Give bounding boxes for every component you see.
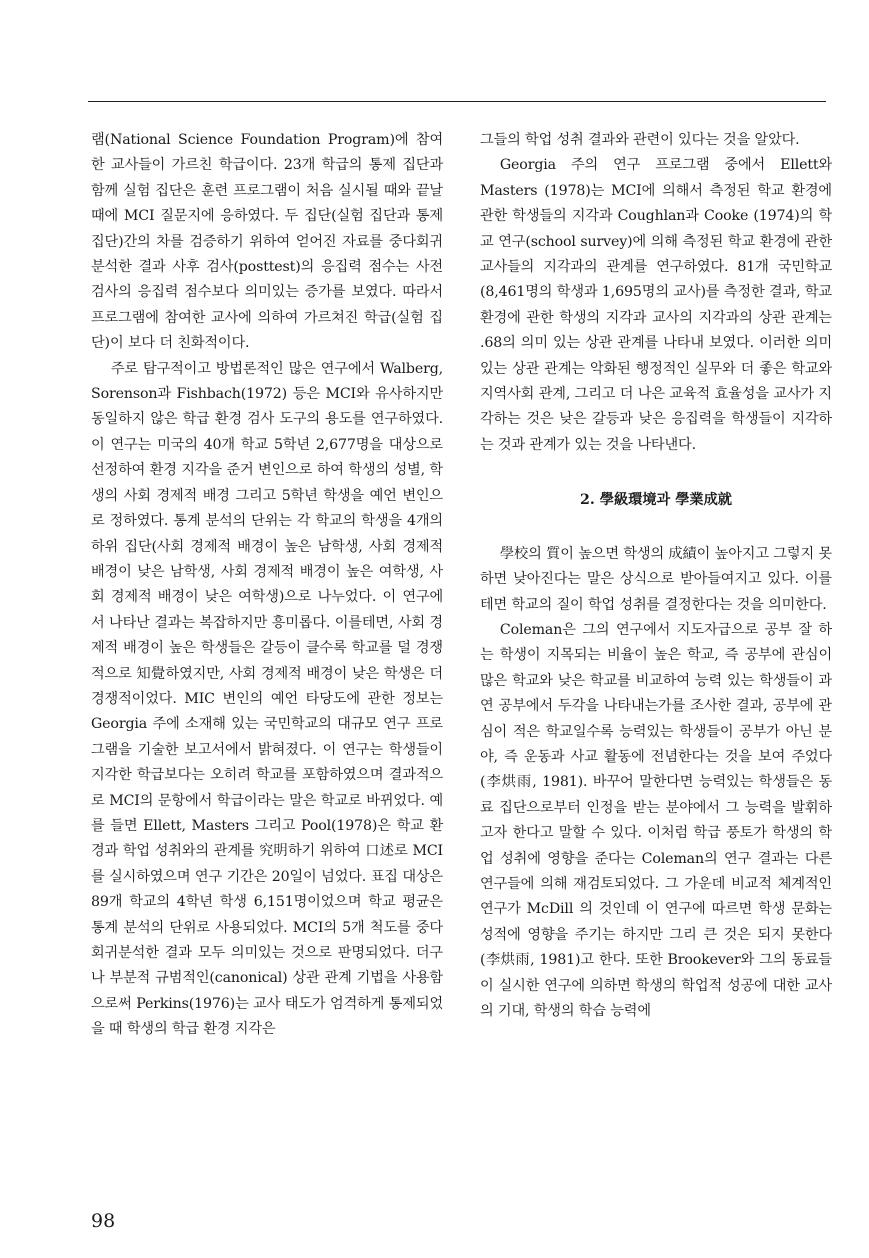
right-paragraph-4: Coleman은 그의 연구에서 지도자급으로 공부 잘 하는 학생이 지목되는 비율이 높은 학교, 즉 공부에 관심이 많은 학교와 낮은 학교를 비교하여 능력 있는 학생들이 과연 공부에서 두각을 나타내는가를 조사한 결과, 공부에 관심이 적은 학교일수록 능력있는 학생들이 공부가 아닌 분야, 즉 운동과 사교 활동에 전념한다는 것을 보여 주었다(李烘雨, 1981). 바꾸어 말한다면 능력있는 학생들은 동료 집단으로부터 인정을 받는 분야에서 그 능력을 발휘하고자 한다고 말할 수 있다. 이처럼 학급 풍토가 학생의 학업 성취에 영향을 준다는 Coleman의 연구 결과는 다른 연구들에 의해 재검토되었다. 그 가운데 비교적 체계적인 연구가 McDill 의 것인데 이 연구에 따르면 학생 문화는 성적에 영향을 주기는 하지만 그리 큰 것은 되지 못한다(李烘雨, 1981)고 한다. 또한 Brookever와 그의 동료들이 실시한 연구에 의하면 학생의 학업적 성공에 대한 교사의 기대, 학생의 학습 능력에 xyxy=(480,621,832,1019)
right-paragraph-2: Georgia 주의 연구 프로그램 중에서 Ellett와 Masters (1978)는 MCI에 의해서 측정된 학교 환경에 관한 학생들의 지각과 Coughlan과 Cooke (1974)의 학교 연구(school survey)에 의해 측정된 학교 환경에 관한 교사들의 지각과의 관계를 연구하였다. 81개 국민학교(8,461명의 학생과 1,695명의 교사)를 측정한 결과, 학교 환경에 관한 학생의 지각과 교사의 지각과의 상관 관계는 .68의 의미 있는 상관 관계를 나타내 보였다. 이러한 의미 있는 상관 관계는 악화된 행정적인 실무와 더 좋은 학교와 지역사회 관계, 그리고 더 나은 교육적 효율성을 교사가 지각하는 것은 낮은 갈등과 낮은 응집력을 학생들이 지각하는 것과 관계가 있는 것을 나타낸다. xyxy=(480,157,832,453)
section-heading: 2. 學級環境과 學業成就 xyxy=(580,492,732,509)
header-rule xyxy=(88,101,826,102)
right-paragraph-1: 그들의 학업 성취 결과와 관련이 있다는 것을 알았다. xyxy=(480,132,800,148)
right-column xyxy=(480,128,832,1024)
left-paragraph-2: 주로 탐구적이고 방법론적인 많은 연구에서 Walberg, Sorenson과 Fishbach(1972) 등은 MCI와 유사하지만 동일하지 않은 학급 환경 검사 도구의 용도를 연구하였다. 이 연구는 미국의 40개 학교 5학년 2,677명을 대상으로 선정하여 환경 지각을 준거 변인으로 하여 학생의 성별, 학생의 사회 경제적 배경 그리고 5학년 학생을 예언 변인으로 정하였다. 통계 분석의 단위는 각 학교의 학생을 4개의 하위 집단(사회 경제적 배경이 높은 남학생, 사회 경제적 배경이 낮은 남학생, 사회 경제적 배경이 높은 여학생, 사회 경제적 배경이 낮은 여학생)으로 나누었다. 이 연구에서 나타난 결과는 복잡하지만 흥미롭다. 이를테면, 사회 경제적 배경이 높은 학생들은 갈등이 클수록 학교를 덜 경쟁적으로 知覺하였지만, 사회 경제적 배경이 낮은 학생은 더 경쟁적이었다. MIC 변인의 예언 타당도에 관한 정보는 Georgia 주에 소재해 있는 국민학교의 대규모 연구 프로그램을 기술한 보고서에서 밝혀졌다. 이 연구는 학생들이 지각한 학급보다는 오히려 학교를 포함하였으며 결과적으로 MCI의 문항에서 학급이라는 말은 학교로 바뀌었다. 예를 들면 Ellett, Masters 그리고 Pool(1978)은 학교 환경과 학업 성취와의 관계를 究明하기 위하여 口述로 MCI를 실시하였으며 연구 기간은 20일이 넘었다. 표집 대상은 89개 학교의 4학년 학생 6,151명이었으며 학교 평균은 통계 분석의 단위로 사용되었다. MCI의 5개 척도를 중다회귀분석한 결과 모두 의미있는 것으로 판명되었다. 더구나 부분적 규범적인(canonical) 상관 관계 기법을 사용함으로써 Perkins(1976)는 교사 태도가 엄격하게 통제되었을 때 학생의 학급 환경 지각은 xyxy=(91,360,443,1038)
right-paragraph-3: 學校의 質이 높으면 학생의 成績이 높아지고 그렇지 못하면 낮아진다는 말은 상식으로 받아들여지고 있다. 이를테면 학교의 질이 학업 성취를 결정한다는 것을 의미한다. xyxy=(480,545,832,613)
page-number: 98 xyxy=(91,1210,116,1232)
left-column xyxy=(91,128,443,1043)
left-paragraph-1: 램(National Science Foundation Program)에 참여한 교사들이 가르친 학급이다. 23개 학급의 통제 집단과 함께 실험 집단은 훈련 프로그램이 처음 실시될 때와 끝날 때에 MCI 질문지에 응하였다. 두 집단(실험 집단과 통제 집단)간의 차를 검증하기 위하여 얻어진 자료를 중다회귀분석한 결과 사후 검사(posttest)의 응집력 점수는 사전 검사의 응집력 점수보다 의미있는 증가를 보였다. 따라서 프로그램에 참여한 교사에 의하여 가르쳐진 학급(실험 집단)이 보다 더 친화적이다. xyxy=(91,132,443,352)
